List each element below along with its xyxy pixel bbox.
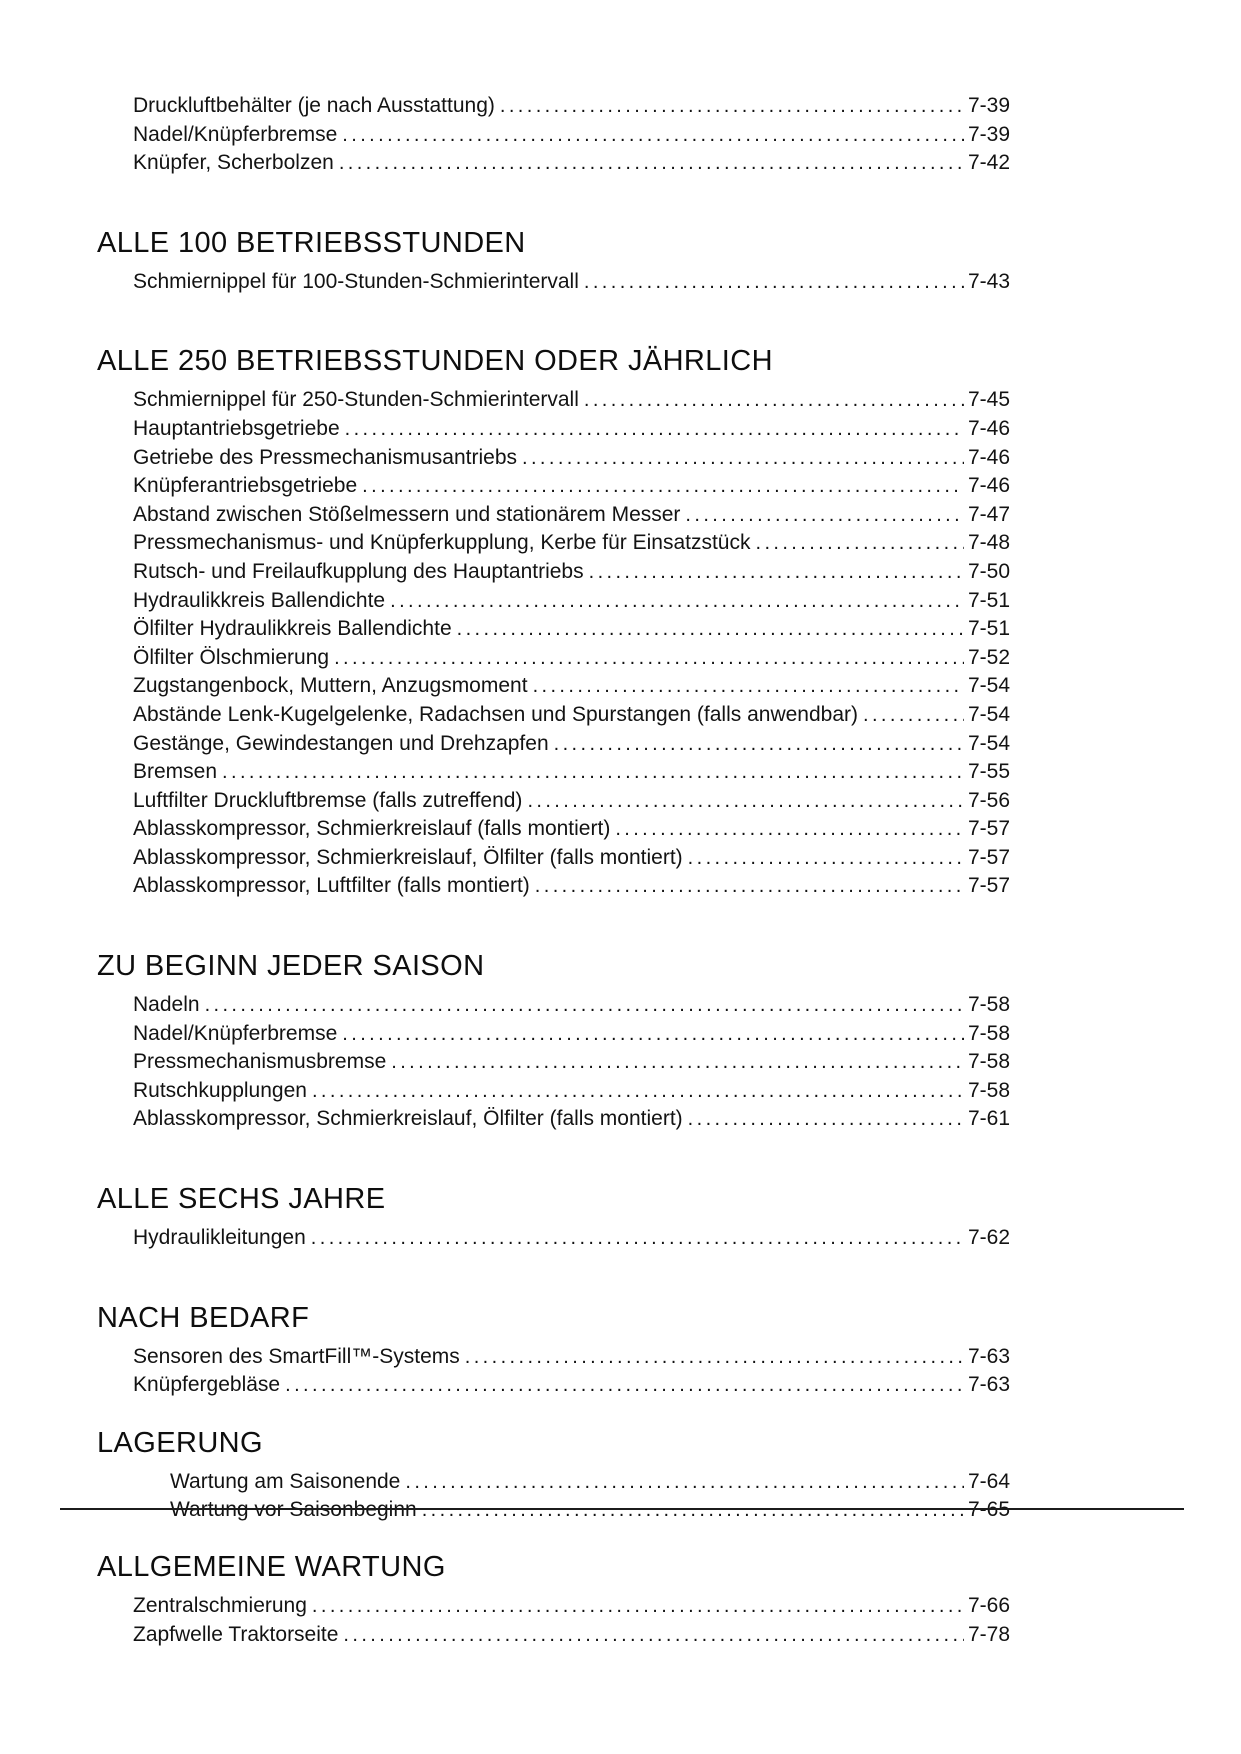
toc-entry [133,1343,1010,1372]
toc-entry-label: Rutschkupplungen [133,1078,307,1102]
toc-entry-page: 7-64 [967,1469,1010,1493]
section-heading: ALLE SECHS JAHRE [97,1183,386,1216]
section-heading: ALLE 100 BETRIEBSSTUNDEN [97,226,526,259]
toc-list [97,1224,1010,1253]
toc-entry [133,92,1010,121]
toc-entry [133,587,1010,616]
toc-list [97,1592,1010,1649]
toc-entry-page: 7-63 [967,1344,1010,1368]
toc-leader-dots [422,1496,964,1525]
toc-entry-page: 7-47 [967,502,1010,526]
toc-entry-label: Pressmechanismus- und Knüpferkupplung, Kerbe für Einsatzstück [133,531,751,555]
toc-entry-label: Ölfilter Ölschmierung [133,645,330,669]
toc-leader-dots [535,872,964,901]
toc-list [97,268,1010,297]
toc-section [97,92,1010,178]
toc-leader-dots [345,415,964,444]
toc-leader-dots [285,1371,964,1400]
toc-entry-label: Schmiernippel für 100-Stunden-Schmierintervall [133,269,579,293]
toc-entry-label: Nadel/Knüpferbremse [133,1021,338,1045]
toc-leader-dots [312,1592,964,1621]
toc-leader-dots [688,844,964,873]
toc-leader-dots [527,787,964,816]
toc-entry [133,615,1010,644]
toc-entry-label: Ablasskompressor, Schmierkreislauf (falls montiert) [133,817,611,841]
toc-entry-page [968,1496,1010,1524]
toc-leader-dots [342,1020,964,1049]
toc-entry-label: Hydraulikkreis Ballendichte [133,588,386,612]
toc-entry-label: Nadel/Knüpferbremse [133,122,338,146]
toc-entry-label: Getriebe des Pressmechanismusantriebs [133,445,518,469]
toc-entry [133,991,1010,1020]
toc-entry-page: 7-39 [967,122,1010,146]
toc-leader-dots [391,1048,964,1077]
toc-leader-dots [465,1343,964,1372]
toc-entry-label [170,1496,417,1524]
toc-section [97,1181,1010,1253]
toc-entry [133,1224,1010,1253]
toc-leader-dots [584,268,964,297]
toc-entry [133,415,1010,444]
toc-entry-page: 7-61 [967,1107,1010,1131]
toc-entry [133,701,1010,730]
toc-leader-dots [589,558,964,587]
toc-entry-label: Knüpfergebläse [133,1373,281,1397]
toc-entry-page: 7-45 [967,388,1010,412]
section-heading: NACH BEDARF [97,1301,310,1334]
toc-entry [133,444,1010,473]
toc-leader-dots [343,1621,964,1650]
toc-leader-dots [205,991,964,1020]
toc-entry-page: 7-51 [967,588,1010,612]
toc-entry-page: 7-51 [967,617,1010,641]
toc-entry [133,644,1010,673]
toc-entry-label: Druckluftbehälter (je nach Ausstattung) [133,94,495,117]
toc-entry-label: Nadeln [133,993,200,1017]
toc-entry-page: 7-54 [967,702,1010,726]
toc-entry [170,1496,1010,1525]
toc-entry-label: Ablasskompressor, Schmierkreislauf, Ölfilter (falls montiert) [133,1107,683,1131]
toc-entry-label: Luftfilter Druckluftbremse (falls zutreffend) [133,788,523,812]
toc-entry-page: 7-78 [967,1622,1010,1646]
toc-entry-page: 7-58 [967,993,1010,1017]
toc-entry-page: 7-46 [967,445,1010,469]
toc-entry-page: 7-50 [967,559,1010,583]
toc-entry-label: Knüpfer, Scherbolzen [133,151,334,175]
toc-entry-page: 7-42 [967,151,1010,175]
toc-entry [133,730,1010,759]
toc-entry-page: 7-58 [967,1021,1010,1045]
toc-entry-page: 7-55 [967,760,1010,784]
toc-entry [133,1048,1010,1077]
toc-entry [133,1020,1010,1049]
toc-entry-page: 7-58 [967,1050,1010,1074]
toc-entry-page: 7-57 [967,817,1010,841]
toc-entry-page: 7-39 [967,94,1010,117]
toc-entry-page: 7-46 [967,474,1010,498]
section-heading: ZU BEGINN JEDER SAISON [97,950,485,983]
toc-list [97,386,1010,901]
toc-entry-label: Abstände Lenk-Kugelgelenke, Radachsen und Spurstangen (falls anwendbar) [133,702,858,726]
toc-section [97,1549,1010,1649]
toc-leader-dots [342,121,964,150]
toc-entry-page: 7-54 [967,674,1010,698]
toc-leader-dots [584,386,964,415]
toc-leader-dots [362,472,964,501]
toc-leader-dots [533,672,964,701]
toc-leader-dots [311,1224,964,1253]
toc-entry [133,268,1010,297]
toc-entry-label: Ablasskompressor, Luftfilter (falls montiert) [133,874,530,898]
toc-entry-label: Gestänge, Gewindestangen und Drehzapfen [133,731,549,755]
toc-section [97,1300,1010,1400]
toc-leader-dots [863,701,964,730]
toc-entry-label: Zugstangenbock, Muttern, Anzugsmoment [133,674,528,698]
toc-entry [170,1468,1010,1497]
toc-entry [133,672,1010,701]
toc-entry-label: Bremsen [133,760,218,784]
toc-leader-dots [522,444,964,473]
toc-entry-label: Zapfwelle Traktorseite [133,1622,339,1646]
toc-entry-label: Wartung am Saisonende [170,1469,401,1493]
toc-leader-dots [554,730,964,759]
toc-leader-dots [500,92,964,121]
toc-section [97,343,1010,901]
toc-list [97,92,1010,178]
toc-leader-dots [334,644,964,673]
toc-list [97,1343,1010,1400]
toc-entry [133,1105,1010,1134]
toc-entry [133,501,1010,530]
toc-entry-page: 7-62 [967,1226,1010,1250]
toc-entry [133,872,1010,901]
toc-entry [133,386,1010,415]
toc-entry-label: Sensoren des SmartFill™-Systems [133,1344,460,1368]
section-heading: LAGERUNG [97,1426,263,1459]
toc-entry-label: Rutsch- und Freilaufkupplung des Hauptantriebs [133,559,584,583]
toc-entry [133,121,1010,150]
toc-entry-label: Hauptantriebsgetriebe [133,416,340,440]
toc-entry [133,1621,1010,1650]
toc-section [97,225,1010,297]
toc-entry [133,758,1010,787]
toc-list [97,991,1010,1134]
toc-leader-dots [405,1468,964,1497]
toc-entry-page: 7-57 [967,874,1010,898]
toc-leader-dots [222,758,964,787]
toc-entry [133,472,1010,501]
toc-entry-page: 7-46 [967,416,1010,440]
toc-leader-dots [312,1077,964,1106]
toc-leader-dots [755,529,963,558]
toc-entry [133,1592,1010,1621]
toc-leader-dots [457,615,964,644]
toc-entry-page: 7-66 [967,1594,1010,1617]
toc-entry-label: Hydraulikleitungen [133,1226,306,1250]
toc-entry [133,844,1010,873]
toc-entry-label: Pressmechanismusbremse [133,1050,387,1074]
toc-list [97,1468,1010,1525]
toc-entry [133,558,1010,587]
toc-entry-label: Ablasskompressor, Schmierkreislauf, Ölfilter (falls montiert) [133,845,683,869]
toc-leader-dots [688,1105,964,1134]
toc-entry-label: Knüpferantriebsgetriebe [133,474,358,498]
section-heading: ALLGEMEINE WARTUNG [97,1551,446,1583]
toc-leader-dots [685,501,964,530]
toc-entry-page: 7-63 [967,1373,1010,1397]
toc-leader-dots [615,815,964,844]
section-heading: ALLE 250 BETRIEBSSTUNDEN ODER JÄHRLICH [97,345,773,378]
toc-entry-label: Schmiernippel für 250-Stunden-Schmierintervall [133,388,579,412]
toc-entry-page: 7-58 [967,1078,1010,1102]
toc-entry-label: Ölfilter Hydraulikkreis Ballendichte [133,617,452,641]
toc-section [97,948,1010,1134]
toc-entry-page: 7-52 [967,645,1010,669]
toc-entry-label: Abstand zwischen Stößelmessern und stationärem Messer [133,502,681,526]
toc-entry [133,787,1010,816]
toc-entry-page: 7-54 [967,731,1010,755]
toc-entry-label: Zentralschmierung [133,1594,307,1617]
toc-entry [133,149,1010,178]
toc-entry [133,1371,1010,1400]
toc-entry [133,1077,1010,1106]
toc-leader-dots [339,149,964,178]
toc-entry [133,815,1010,844]
toc-entry-page: 7-43 [967,269,1010,293]
toc-entry-page: 7-57 [967,845,1010,869]
toc-entry-page: 7-56 [967,788,1010,812]
toc-entry [133,529,1010,558]
footer-divider [60,1508,1184,1510]
toc-leader-dots [390,587,964,616]
toc-entry-page: 7-48 [967,531,1010,555]
